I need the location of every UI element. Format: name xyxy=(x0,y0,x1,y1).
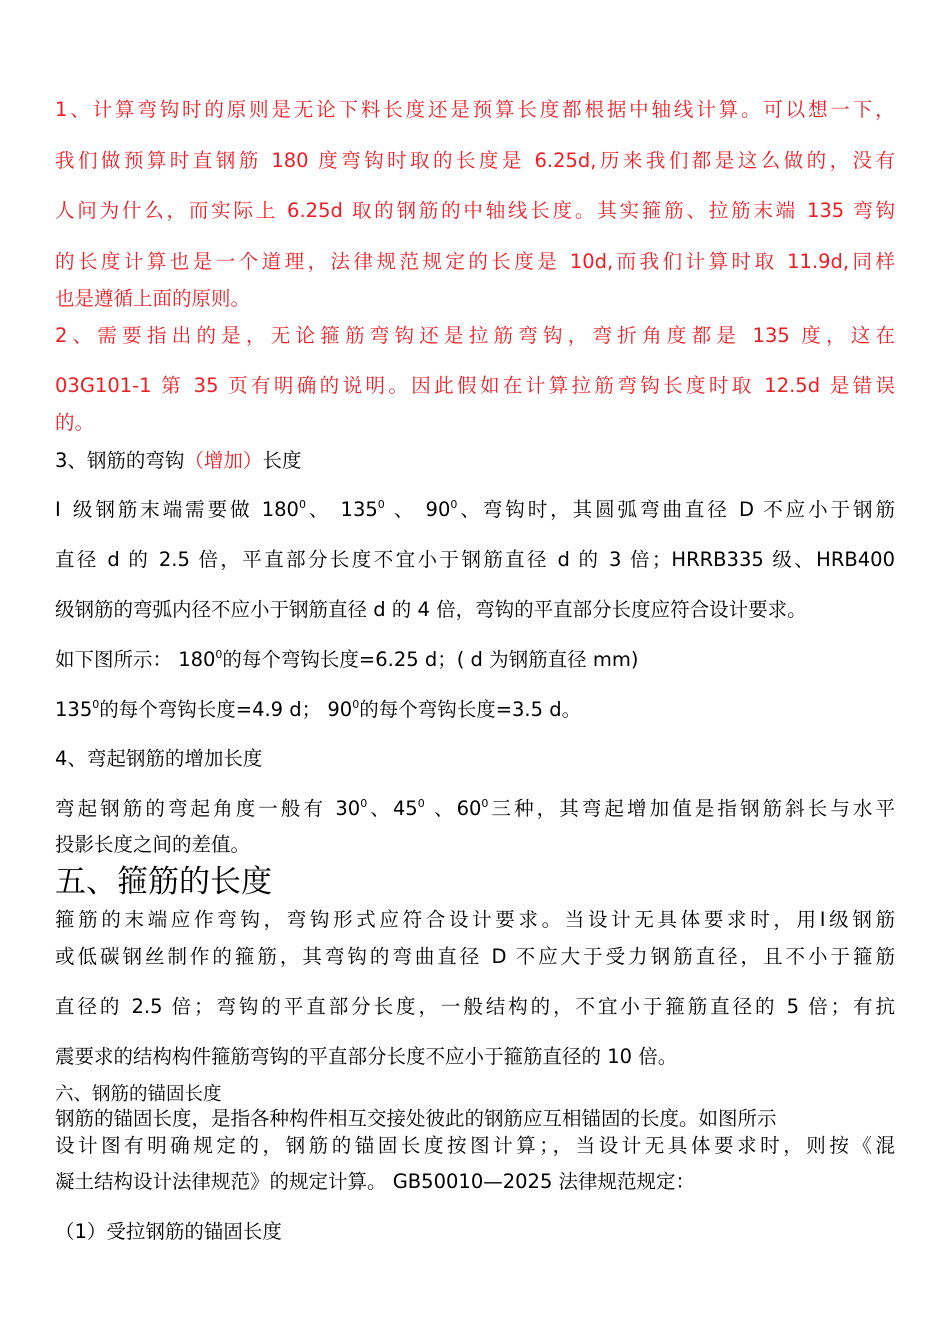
paragraph-line: 2、需要指出的是，无论箍筋弯钩还是拉筋弯钩，弯折角度都是 135 度，这在 xyxy=(55,324,895,347)
paragraph-line: 直径 d 的 2.5 倍，平直部分长度不宜小于钢筋直径 d 的 3 倍；HRRB335 级、HRB400 xyxy=(55,548,895,571)
paragraph-line: 箍筋的末端应作弯钩，弯钩形式应符合设计要求。当设计无具体要求时，用Ⅰ级钢筋 xyxy=(55,908,895,931)
section-4-title: 4、弯起钢筋的增加长度 xyxy=(55,747,263,770)
section-6-title: 六、钢筋的锚固长度 xyxy=(55,1084,222,1105)
paragraph-line: 1、计算弯钩时的原则是无论下料长度还是预算长度都根据中轴线计算。可以想一下， xyxy=(55,98,895,121)
paragraph-line: 人问为什么，而实际上 6.25d 取的钢筋的中轴线长度。其实箍筋、拉筋末端 135 弯钩 xyxy=(55,199,895,222)
paragraph-line: 设计图有明确规定的，钢筋的锚固长度按图计算；，当设计无具体要求时，则按《混 xyxy=(55,1134,895,1157)
subsection-title: （1）受拉钢筋的锚固长度 xyxy=(55,1220,282,1243)
paragraph-line: 钢筋的锚固长度，是指各种构件相互交接处彼此的钢筋应互相锚固的长度。如图所示 xyxy=(55,1107,777,1130)
paragraph-line: 如下图所示： $180^0$的每个弯钩长度=6.25 d；( d 为钢筋直径 mm) xyxy=(55,648,639,671)
paragraph-line: 弯起钢筋的弯起角度一般有 $30^0$、$45^0$ 、$60^0$三种，其弯起增加值是指钢筋斜长与水平 xyxy=(55,797,895,820)
paragraph-line: 级钢筋的弯弧内径不应小于钢筋直径 d 的 4 倍，弯钩的平直部分长度应符合设计要求。 xyxy=(55,598,807,621)
paragraph-line: 凝土结构设计法律规范》的规定计算。 GB50010—2025 法律规范规定： xyxy=(55,1170,696,1193)
paragraph-line: 的。 xyxy=(55,411,95,434)
paragraph-line: 或低碳钢丝制作的箍筋，其弯钩的弯曲直径 D 不应大于受力钢筋直径，且不小于箍筋 xyxy=(55,945,895,968)
section-3-title: 3、钢筋的弯钩（增加）长度 xyxy=(55,449,302,472)
paragraph-line: 的长度计算也是一个道理，法律规范规定的长度是 10d,而我们计算时取 11.9d,同样 xyxy=(55,250,895,273)
section-5-heading: 五、箍筋的长度 xyxy=(55,864,272,900)
paragraph-line: 直径的 2.5 倍；弯钩的平直部分长度，一般结构的，不宜小于箍筋直径的 5 倍；有抗 xyxy=(55,995,895,1018)
paragraph-line: 震要求的结构构件箍筋弯钩的平直部分长度不应小于箍筋直径的 10 倍。 xyxy=(55,1045,678,1068)
paragraph-line: 我们做预算时直钢筋 180 度弯钩时取的长度是 6.25d,历来我们都是这么做的，没有 xyxy=(55,149,895,172)
paragraph-line: 也是遵循上面的原则。 xyxy=(55,287,251,310)
paragraph-line: Ⅰ 级钢筋末端需要做 $180^0$、 $135^0$ 、 $90^0$、弯钩时，其圆弧弯曲直径 D 不应小于钢筋 xyxy=(55,498,895,521)
title-red-note: （增加） xyxy=(184,449,263,472)
paragraph-line: 投影长度之间的差值。 xyxy=(55,833,251,856)
paragraph-line: 03G101-1 第 35 页有明确的说明。因此假如在计算拉筋弯钩长度时取 12.5d 是错误 xyxy=(55,374,895,397)
paragraph-line: $135^0$的每个弯钩长度=4.9 d； $90^0$的每个弯钩长度=3.5 d。 xyxy=(55,698,582,721)
